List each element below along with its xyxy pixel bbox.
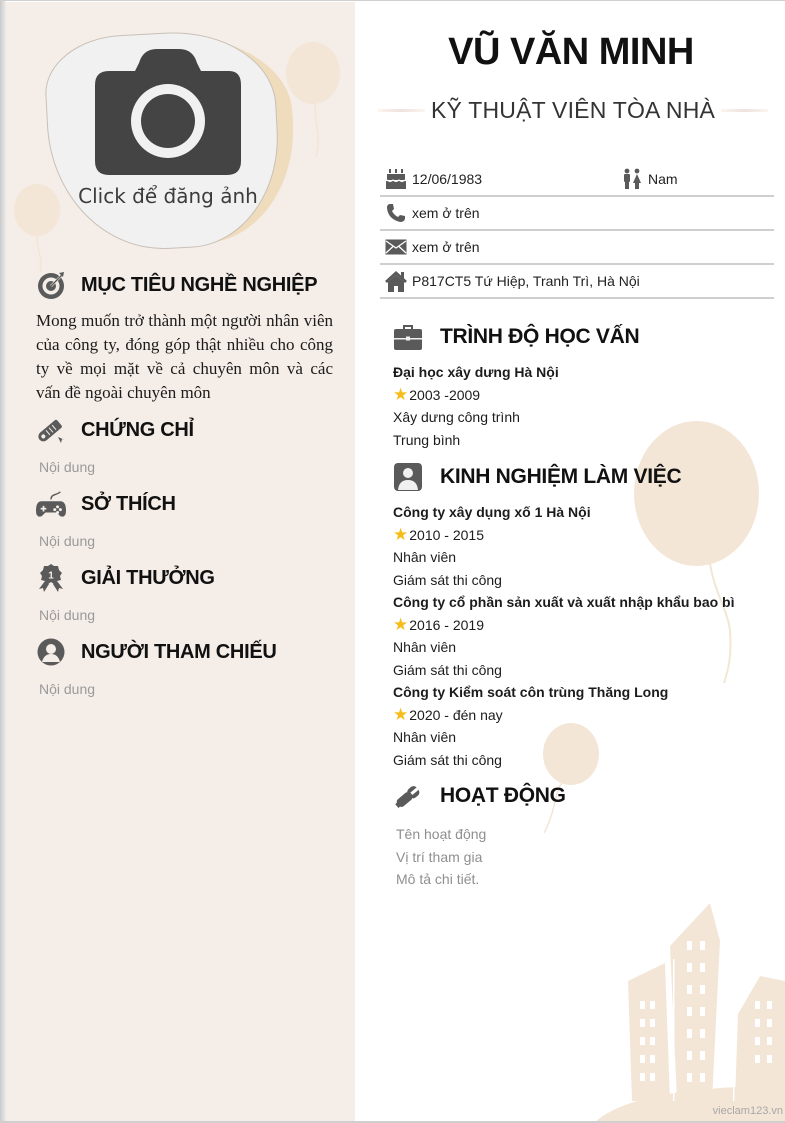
activity-name[interactable]: Tên hoạt động <box>396 826 487 842</box>
phone-icon <box>384 202 408 224</box>
activity-entry <box>393 823 778 891</box>
photo-upload-label: Click để đăng ảnh <box>78 184 258 208</box>
experience-description[interactable]: Giám sát thi công <box>393 751 502 768</box>
section-title: GIẢI THƯỞNG <box>81 566 215 589</box>
job-title[interactable]: KỸ THUẬT VIÊN TÒA NHÀ <box>430 97 716 123</box>
info-row-phone <box>380 197 774 231</box>
star-icon: ★ <box>393 704 409 724</box>
awards-content[interactable]: Nội dung <box>39 607 96 623</box>
objective-text[interactable]: Mong muốn trở thành một người nhân viên của công ty, đóng góp thật nhiều cho công ty về mọi mặt về cả chuyên môn và các vấn đề ngoài chuyên môn <box>36 311 333 402</box>
objective-section <box>36 269 336 405</box>
experience-position[interactable]: Nhân viên <box>393 549 457 565</box>
education-section <box>393 321 778 451</box>
user-card-icon <box>393 462 423 492</box>
awards-section <box>36 562 336 623</box>
activity-role[interactable]: Vị trí tham gia <box>396 848 483 865</box>
hobbies-section <box>36 488 336 549</box>
certificates-section <box>36 414 336 475</box>
target-icon <box>36 270 66 300</box>
experience-entry <box>393 591 778 681</box>
briefcase-icon <box>393 322 423 352</box>
address-value[interactable]: P817CT5 Tứ Hiệp, Tranh Trì, Hà Nội <box>412 273 640 289</box>
info-row-email <box>380 231 774 265</box>
experience-period[interactable]: 2020 - đén nay <box>409 706 503 723</box>
buildings-decoration <box>595 901 785 1122</box>
education-major[interactable]: Xây dưng công trình <box>393 409 520 425</box>
section-title: MỤC TIÊU NGHỀ NGHIỆP <box>81 273 318 296</box>
experience-description[interactable]: Giám sát thi công <box>393 571 502 588</box>
education-period[interactable]: 2003 -2009 <box>409 386 481 403</box>
job-title-row <box>378 97 768 124</box>
star-icon: ★ <box>393 384 409 404</box>
section-title: NGƯỜI THAM CHIẾU <box>81 640 277 663</box>
company-name[interactable]: Công ty Kiểm soát côn trùng Thăng Long <box>393 684 669 700</box>
school-name[interactable]: Đại học xây dưng Hà Nội <box>393 364 559 380</box>
gender-value[interactable]: Nam <box>648 171 678 187</box>
experience-position[interactable]: Nhân viên <box>393 639 457 655</box>
gender-icon <box>620 168 644 190</box>
svg-text:1: 1 <box>48 570 54 582</box>
award-icon <box>36 563 66 593</box>
candidate-name[interactable]: VŨ VĂN MINH <box>448 31 694 73</box>
section-title: SỞ THÍCH <box>81 492 176 515</box>
company-name[interactable]: Công ty xây dụng xố 1 Hà Nội <box>393 504 591 520</box>
section-title: CHỨNG CHỈ <box>81 418 194 441</box>
experience-entry <box>393 501 778 591</box>
info-row-birthday-gender <box>380 163 774 197</box>
envelope-icon <box>384 236 408 258</box>
company-name[interactable]: Công ty cổ phần sản xuất và xuất nhập khẩu bao bì <box>393 594 735 610</box>
info-row-address <box>380 265 774 299</box>
experience-position[interactable]: Nhân viên <box>393 729 457 745</box>
birthday-cake-icon <box>384 168 408 190</box>
birthday-value[interactable]: 12/06/1983 <box>412 171 483 187</box>
hobbies-content[interactable]: Nội dung <box>39 533 96 549</box>
education-entry <box>393 361 778 451</box>
references-content[interactable]: Nội dung <box>39 681 96 697</box>
section-title: HOẠT ĐỘNG <box>440 784 566 807</box>
activity-description[interactable]: Mô tả chi tiết. <box>396 871 480 887</box>
diploma-icon <box>36 415 66 445</box>
experience-period[interactable]: 2016 - 2019 <box>409 616 484 633</box>
activities-section <box>393 780 778 891</box>
user-circle-icon <box>36 637 66 667</box>
experience-list <box>393 501 778 771</box>
section-title: KINH NGHIỆM LÀM VIỆC <box>440 465 682 488</box>
contact-info <box>380 163 774 299</box>
star-icon: ★ <box>393 614 409 634</box>
divider <box>721 109 768 112</box>
watermark: vieclam123.vn <box>712 1105 783 1117</box>
section-title: TRÌNH ĐỘ HỌC VẤN <box>440 325 640 348</box>
divider <box>378 109 425 112</box>
experience-description[interactable]: Giám sát thi công <box>393 661 502 678</box>
certificates-content[interactable]: Nội dung <box>39 459 96 475</box>
balloon-string-decoration <box>306 102 326 162</box>
photo-upload[interactable] <box>44 29 300 255</box>
experience-period[interactable]: 2010 - 2015 <box>409 526 484 543</box>
camera-icon <box>95 49 241 175</box>
home-icon <box>384 270 408 292</box>
star-icon: ★ <box>393 524 409 544</box>
gamepad-icon <box>36 489 66 519</box>
email-value[interactable]: xem ở trên <box>412 239 480 255</box>
education-grade[interactable]: Trung bình <box>393 431 461 448</box>
experience-entry <box>393 681 778 771</box>
phone-value[interactable]: xem ở trên <box>412 205 480 221</box>
references-section <box>36 636 336 697</box>
handshake-icon <box>393 781 423 811</box>
experience-section <box>393 461 778 771</box>
